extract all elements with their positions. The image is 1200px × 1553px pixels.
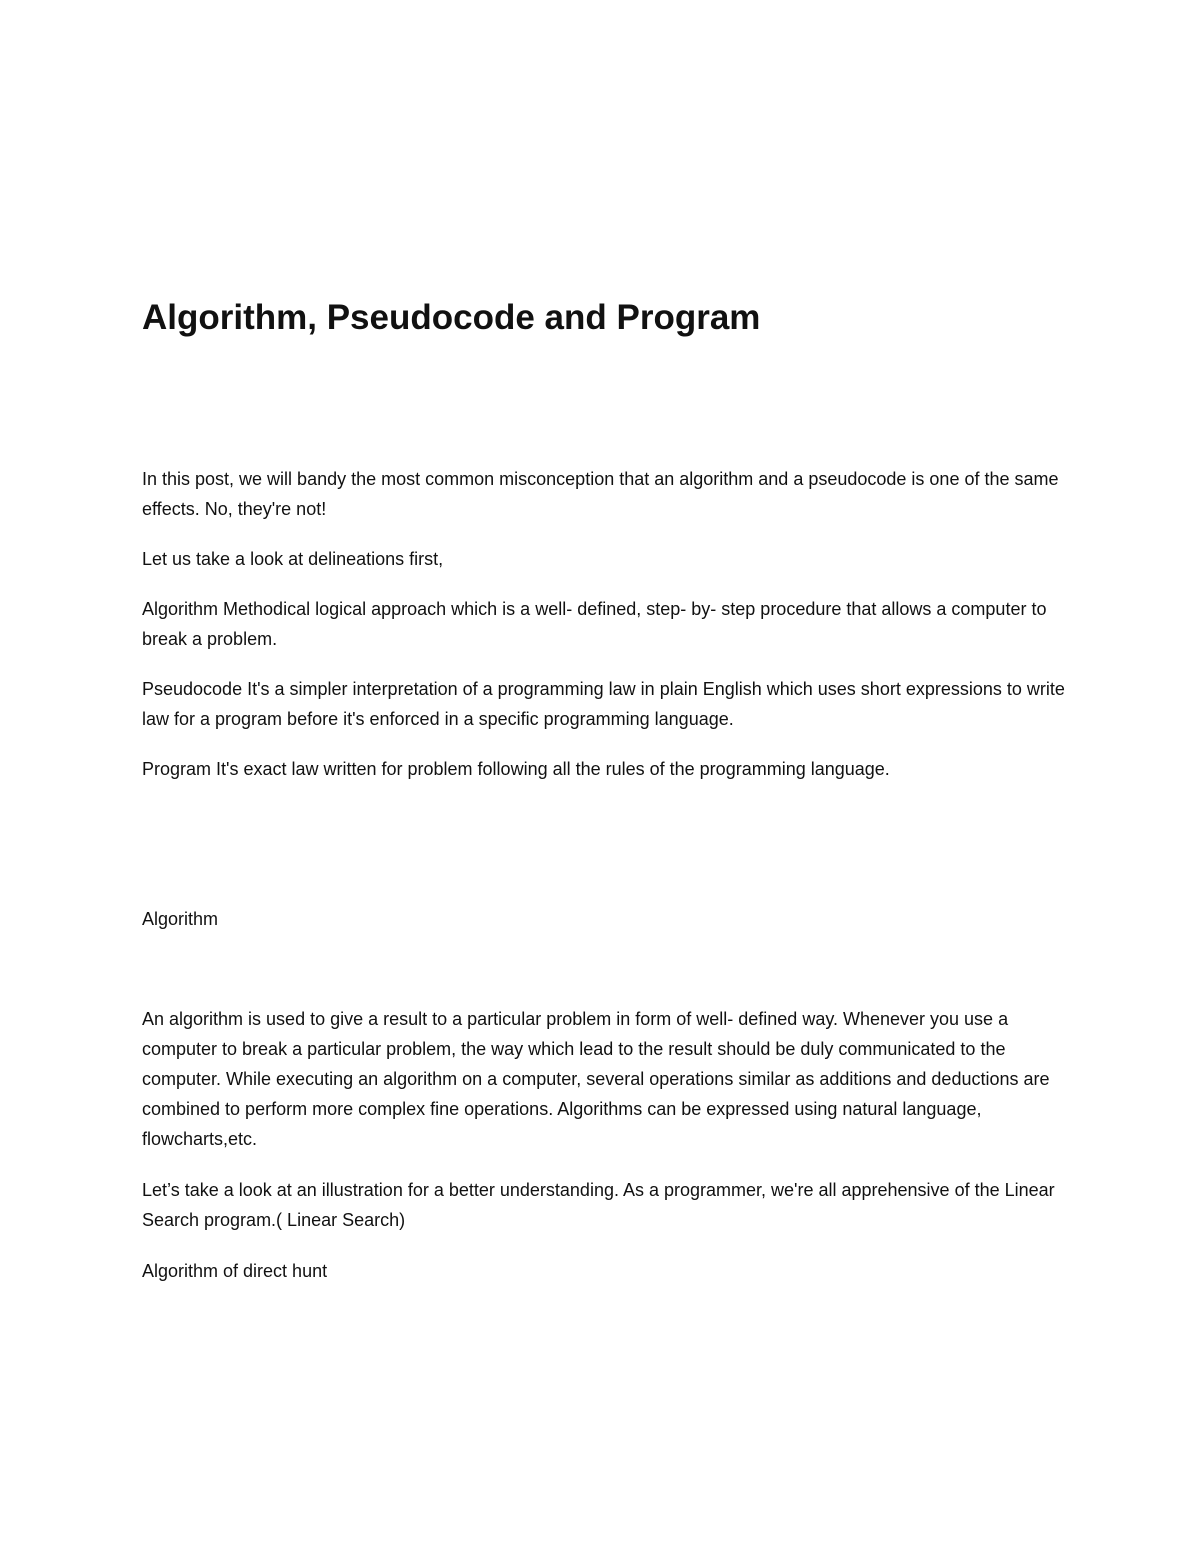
algorithm-body-paragraph: An algorithm is used to give a result to a particular problem in form of well- defined way. Whenever you use a computer to break a particular problem, the way which lead to the result should be duly communicated to the computer. While executing an algorithm on a computer, several operations similar as additions and deductions are combined to perform more complex fine operations. Algorithms can be expressed using natural language, flowcharts,etc. <box>142 1009 1050 1149</box>
lead-paragraph: Let us take a look at delineations first, <box>142 549 444 569</box>
algorithm-section-heading: Algorithm <box>142 909 219 929</box>
direct-hunt-paragraph: Algorithm of direct hunt <box>142 1261 328 1281</box>
illustration-paragraph: Let’s take a look at an illustration for a better understanding. As a programmer, we're all apprehensive of the Linear Search program.( Linear Search) <box>142 1180 1055 1230</box>
intro-paragraph: In this post, we will bandy the most common misconception that an algorithm and a pseudocode is one of the same effects. No, they're not! <box>142 469 1059 519</box>
document-title: Algorithm, Pseudocode and Program <box>142 298 761 337</box>
program-definition-paragraph: Program It's exact law written for problem following all the rules of the programming language. <box>142 759 890 779</box>
algorithm-definition-paragraph: Algorithm Methodical logical approach which is a well- defined, step- by- step procedure that allows a computer to break a problem. <box>142 599 1047 649</box>
pseudocode-definition-paragraph: Pseudocode It's a simpler interpretation of a programming law in plain English which uses short expressions to write law for a program before it's enforced in a specific programming language. <box>142 679 1065 729</box>
